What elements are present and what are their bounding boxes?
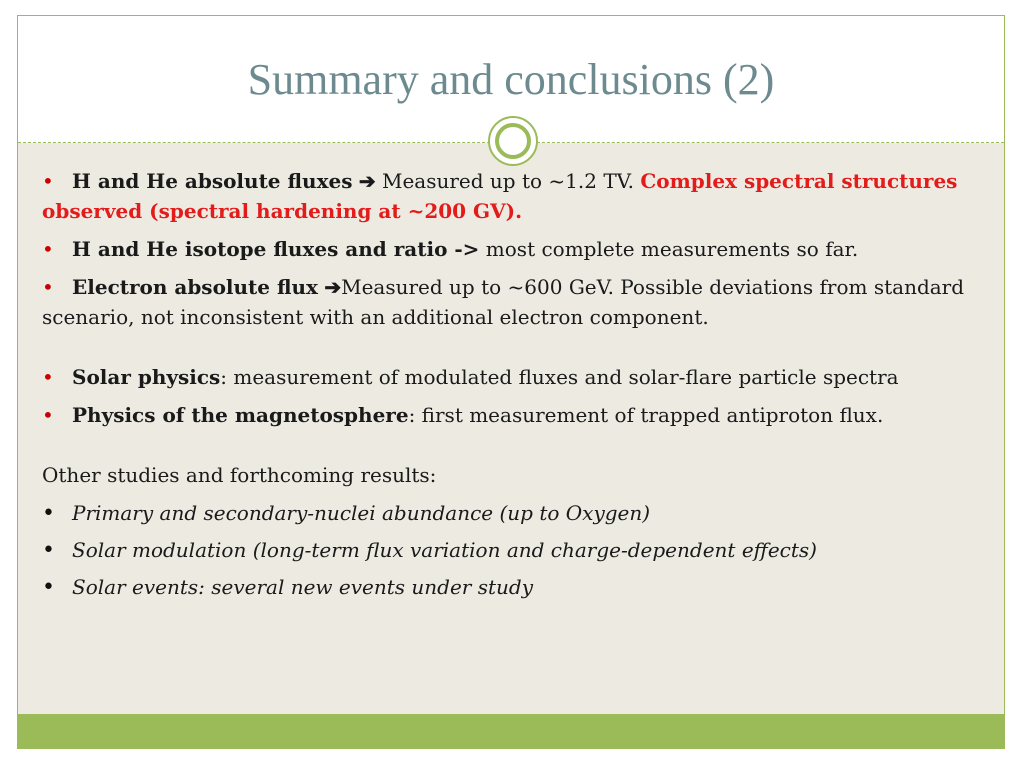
- bullet-text: Measured up to ~1.2 TV.: [375, 169, 641, 193]
- arrow-icon: ➔: [324, 275, 342, 299]
- other-item-text: Solar modulation (long-term flux variation and charge-dependent effects): [72, 538, 817, 562]
- bullet-bold: Physics of the magnetosphere: [72, 403, 409, 427]
- bullet-h-he-fluxes: [42, 166, 987, 226]
- bullet-electron-flux: [42, 272, 987, 332]
- ring-ornament-icon: [488, 116, 538, 166]
- ring-inner: [495, 123, 531, 159]
- bullet-text: Measured up to ~600 GeV. Possible deviations from standard scenario, not inconsistent with an additional electron component.: [42, 275, 965, 329]
- footer-bar: [18, 714, 1004, 748]
- other-item: [42, 535, 987, 566]
- bullet-icon: •: [42, 237, 54, 261]
- bullet-bold: H and He absolute fluxes: [72, 169, 353, 193]
- bullet-bold: Solar physics: [72, 365, 221, 389]
- arrow-icon: ➔: [358, 169, 376, 193]
- bullet-solar-physics: [42, 362, 987, 392]
- bullet-text: most complete measurements so far.: [479, 237, 859, 261]
- bullet-text: : first measurement of trapped antiproton flux.: [408, 403, 884, 427]
- slide-title: Summary and conclusions (2): [247, 55, 775, 104]
- bullet-icon: •: [42, 169, 54, 193]
- bullet-icon: •: [42, 538, 55, 563]
- other-item: [42, 572, 987, 603]
- bullet-magnetosphere: [42, 400, 987, 430]
- bullet-isotope-fluxes: [42, 234, 987, 264]
- bullet-icon: •: [42, 501, 55, 526]
- other-item: [42, 498, 987, 529]
- bullet-icon: •: [42, 275, 54, 299]
- slide: [17, 15, 1005, 749]
- other-item-text: Primary and secondary-nuclei abundance (up to Oxygen): [72, 501, 651, 525]
- slide-content: [42, 166, 987, 609]
- bullet-text: : measurement of modulated fluxes and solar-flare particle spectra: [220, 365, 899, 389]
- other-studies-heading: Other studies and forthcoming results:: [42, 463, 437, 487]
- bullet-bold: Electron absolute flux: [72, 275, 318, 299]
- bullet-highlight: Complex spectral structures observed (spectral hardening at ~200 GV).: [42, 169, 958, 223]
- bullet-bold: H and He isotope fluxes and ratio ->: [72, 237, 480, 261]
- bullet-icon: •: [42, 575, 55, 600]
- bullet-icon: •: [42, 403, 54, 427]
- other-item-text: Solar events: several new events under study: [72, 575, 534, 599]
- bullet-icon: •: [42, 365, 54, 389]
